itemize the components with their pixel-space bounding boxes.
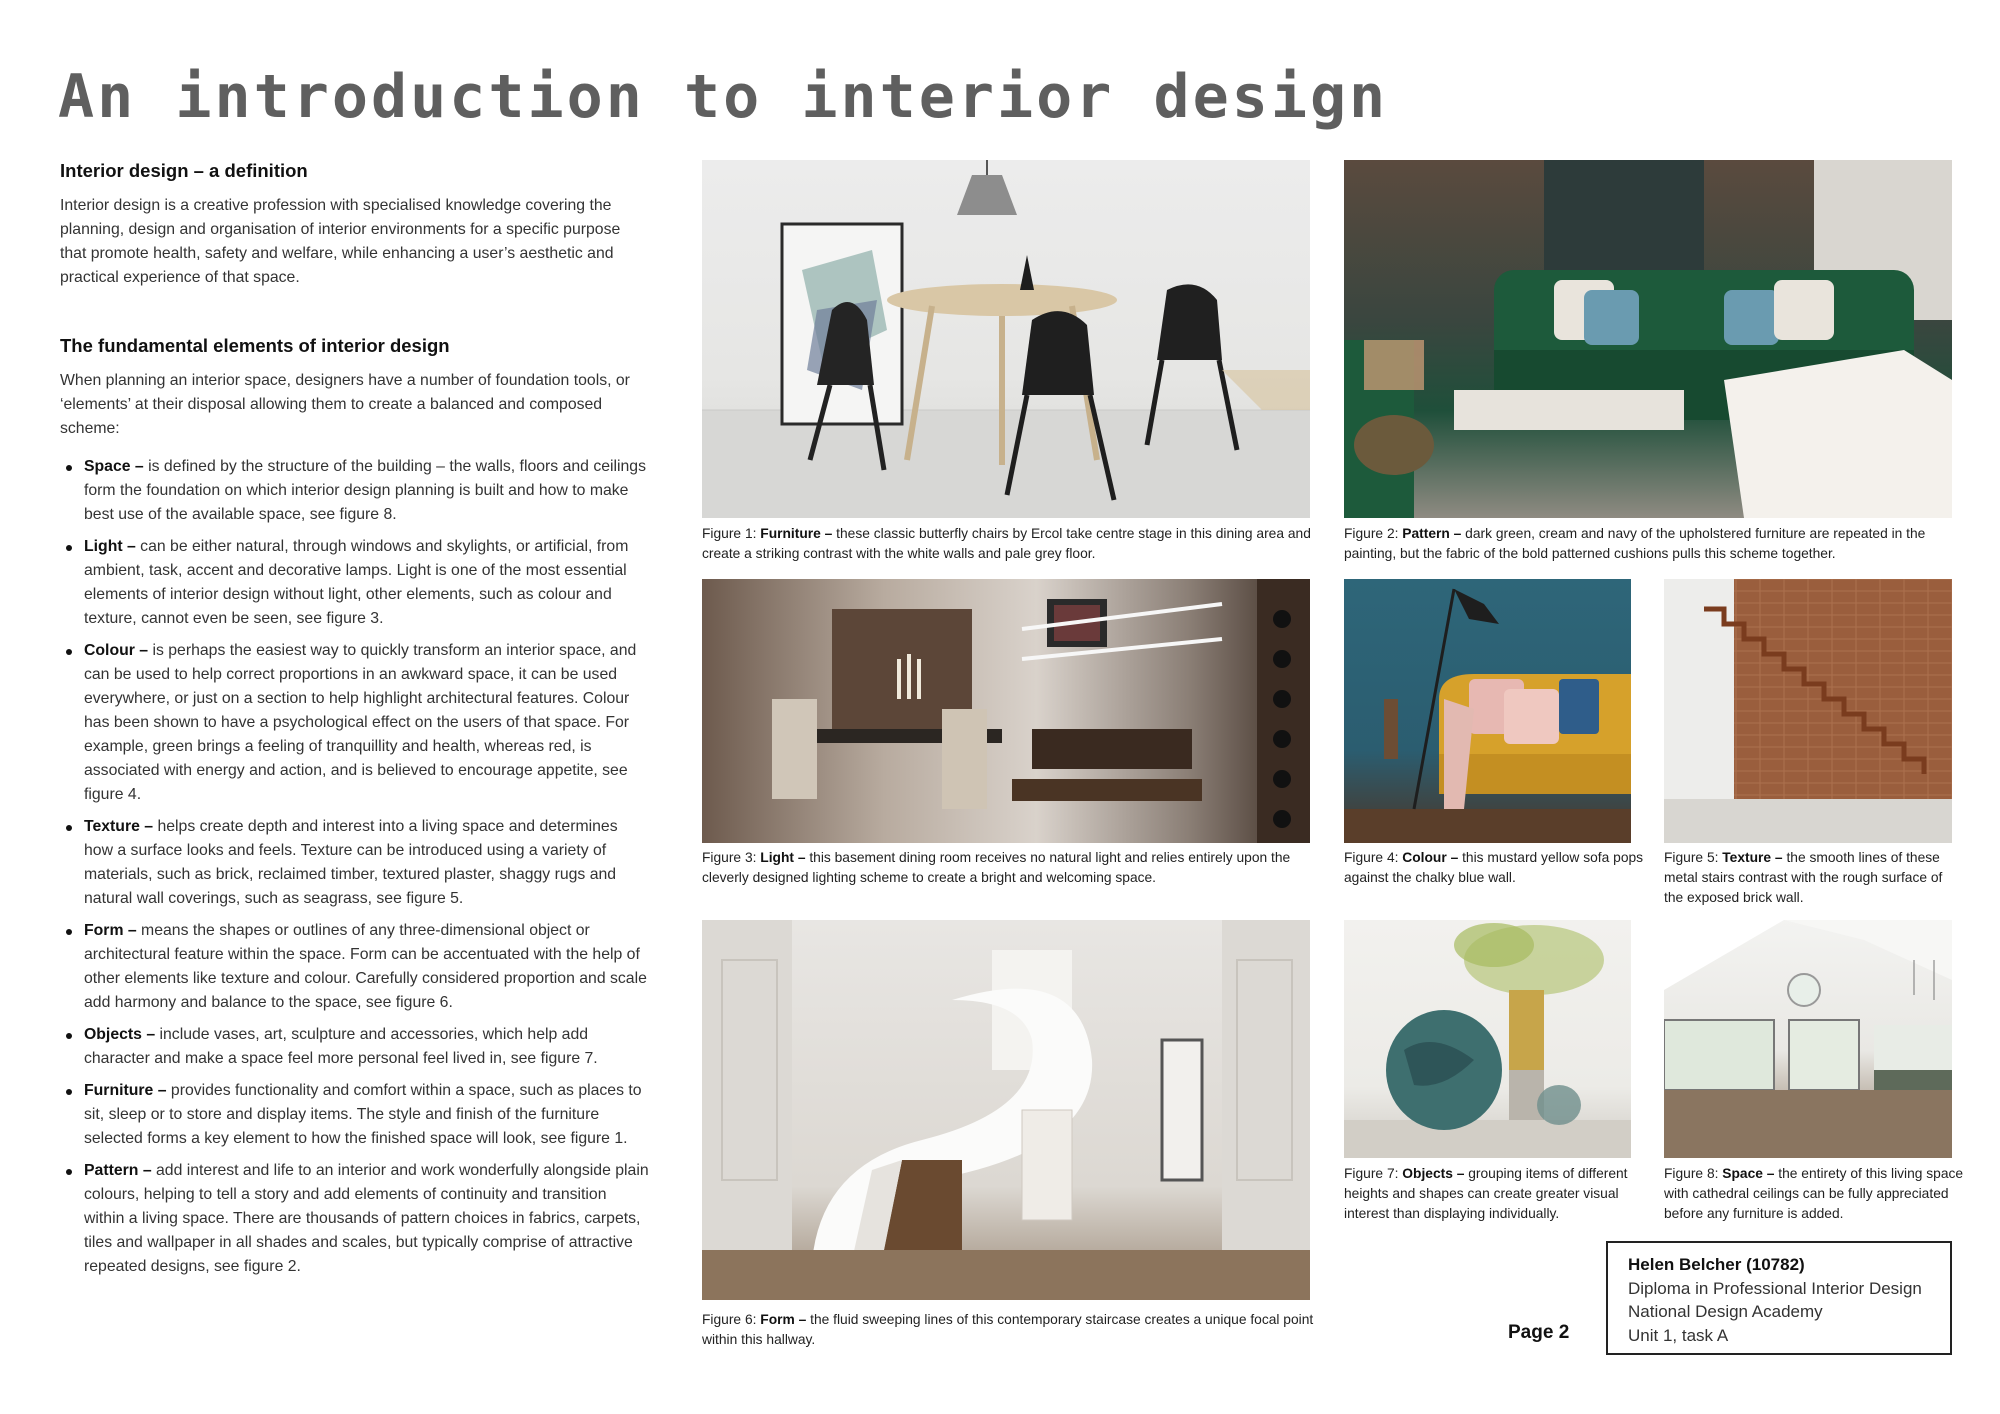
figure-text: the smooth lines of these metal stairs contrast with the rough surface of the exposed brick wall. <box>1664 850 1943 905</box>
figure-term: Furniture – <box>760 526 833 541</box>
element-text: add interest and life to an interior and work wonderfully alongside plain colours, helping to tell a story and add elements of continuity and transition within a living space. There are thousands of pattern choices in fabrics, carpets, tiles and wallpaper in all shades and scales, but typically comprise of attractive repeated designs, see figure 2. <box>84 1162 649 1275</box>
figure-2-photo <box>1344 160 1952 518</box>
bullet-icon <box>66 649 72 655</box>
element-term: Pattern – <box>84 1162 152 1179</box>
figure-2-caption <box>1344 524 1964 564</box>
element-text: helps create depth and interest into a living space and determines how a surface looks and feels. Texture can be introduced using a variety of materials, such as brick, reclaimed timber, textured plaster, shaggy rugs and natural wall coverings, such as seagrass, see figure 5. <box>84 818 618 907</box>
figure-6-caption <box>702 1310 1322 1350</box>
figure-label: Figure 4: <box>1344 850 1403 865</box>
element-furniture <box>60 1079 650 1151</box>
element-term: Furniture – <box>84 1082 167 1099</box>
element-text: is defined by the structure of the building – the walls, floors and ceilings form the foundation on which interior design planning is built and how to make best use of the available space, see figure 8. <box>84 458 646 523</box>
figure-label: Figure 7: <box>1344 1166 1403 1181</box>
figure-term: Form – <box>760 1312 807 1327</box>
figure-8-photo <box>1664 920 1952 1158</box>
figure-3-caption <box>702 848 1322 888</box>
course-name: Diploma in Professional Interior Design <box>1628 1278 1922 1298</box>
figure-text: the entirety of this living space with cathedral ceilings can be fully appreciated before any furniture is added. <box>1664 1166 1964 1221</box>
bullet-icon <box>66 825 72 831</box>
figure-text: this basement dining room receives no natural light and relies entirely upon the cleverly designed lighting scheme to create a bright and welcoming space. <box>702 850 1291 885</box>
figure-text: these classic butterfly chairs by Ercol take centre stage in this dining area and create a striking contrast with the white walls and pale grey floor. <box>702 526 1311 561</box>
element-space <box>60 455 650 527</box>
bullet-icon <box>66 1033 72 1039</box>
figure-term: Objects – <box>1402 1166 1465 1181</box>
elements-section <box>60 335 650 1279</box>
figure-6-photo <box>702 920 1310 1300</box>
page-number: Page 2 <box>1508 1322 1570 1343</box>
element-term: Form – <box>84 922 137 939</box>
figure-term: Texture – <box>1722 850 1783 865</box>
figure-text: this mustard yellow sofa pops against the chalky blue wall. <box>1344 850 1644 885</box>
element-text: include vases, art, sculpture and accessories, which help add character and make a space feel more personal feel lived in, see figure 7. <box>84 1026 598 1067</box>
element-text: means the shapes or outlines of any three-dimensional object or architectural feature within the space. Form can be accentuated with the help of other elements like texture and colour. Carefully considered proportion and scale add harmony and balance to the space, see figure 6. <box>84 922 647 1011</box>
bullet-icon <box>66 465 72 471</box>
figure-1-photo <box>702 160 1310 518</box>
text-column <box>60 160 650 1287</box>
figure-4-caption <box>1344 848 1644 888</box>
element-term: Colour – <box>84 642 149 659</box>
elements-intro: When planning an interior space, designers have a number of foundation tools, or ‘elements’ at their disposal allowing them to create a balanced and composed scheme: <box>60 372 630 437</box>
institution-name: National Design Academy <box>1628 1302 1823 1321</box>
elements-list <box>60 455 650 1279</box>
student-info-box <box>1606 1241 1952 1355</box>
definition-heading: Interior design – a definition <box>60 160 308 181</box>
bullet-icon <box>66 1169 72 1175</box>
definition-body: Interior design is a creative profession with specialised knowledge covering the planning, design and organisation of interior environments for a specific purpose that promote health, safety and welfare, while enhancing a user’s aesthetic and practical experience of that space. <box>60 197 621 286</box>
figure-label: Figure 6: <box>702 1312 761 1327</box>
figure-4-photo <box>1344 579 1631 843</box>
figure-1-caption <box>702 524 1322 564</box>
element-text: can be either natural, through windows and skylights, or artificial, from ambient, task, accent and decorative lamps. Light is one of the most essential elements of interior design without light, other elements, such as colour and texture, cannot even be seen, see figure 3. <box>84 538 629 627</box>
figure-7-photo <box>1344 920 1631 1158</box>
unit-label: Unit 1, task A <box>1628 1325 1729 1345</box>
figure-label: Figure 8: <box>1664 1166 1723 1181</box>
element-pattern <box>60 1159 650 1279</box>
figure-5-photo <box>1664 579 1952 843</box>
figure-term: Pattern – <box>1402 526 1462 541</box>
elements-heading: The fundamental elements of interior design <box>60 335 450 356</box>
bullet-icon <box>66 545 72 551</box>
figure-7-caption <box>1344 1164 1644 1224</box>
figure-label: Figure 1: <box>702 526 761 541</box>
figure-label: Figure 5: <box>1664 850 1723 865</box>
figure-label: Figure 2: <box>1344 526 1403 541</box>
bullet-icon <box>66 1089 72 1095</box>
element-term: Light – <box>84 538 136 555</box>
figure-term: Colour – <box>1402 850 1459 865</box>
element-text: is perhaps the easiest way to quickly transform an interior space, and can be used to help correct proportions in an awkward space, it can be used everywhere, or just on a section to help highlight architectural features. Colour has been shown to have a psychological effect on the users of that space. For example, green brings a feeling of tranquillity and health, whereas red, is associated with energy and action, and is believed to encourage appetite, see figure 4. <box>84 642 637 803</box>
bullet-icon <box>66 929 72 935</box>
figure-5-caption <box>1664 848 1964 908</box>
element-term: Texture – <box>84 818 154 835</box>
figure-text: grouping items of different heights and shapes can create greater visual interest than displaying individually. <box>1344 1166 1628 1221</box>
page-title: An introduction to interior design <box>58 62 1389 132</box>
element-term: Space – <box>84 458 144 475</box>
element-text: provides functionality and comfort within a space, such as places to sit, sleep or to store and display items. The style and finish of the furniture selected forms a key element to how the finished space will look, see figure 1. <box>84 1082 642 1147</box>
element-form <box>60 919 650 1015</box>
figure-text: dark green, cream and navy of the upholstered furniture are repeated in the painting, but the fabric of the bold patterned cushions pulls this scheme together. <box>1344 526 1926 561</box>
figure-8-caption <box>1664 1164 1964 1224</box>
definition-section <box>60 160 650 290</box>
element-texture <box>60 815 650 911</box>
figure-label: Figure 3: <box>702 850 761 865</box>
element-objects <box>60 1023 650 1071</box>
figure-term: Space – <box>1722 1166 1775 1181</box>
element-term: Objects – <box>84 1026 156 1043</box>
figure-term: Light – <box>760 850 806 865</box>
element-light <box>60 535 650 631</box>
element-colour <box>60 639 650 807</box>
figure-text: the fluid sweeping lines of this contemporary staircase creates a unique focal point within this hallway. <box>702 1312 1314 1347</box>
student-name: Helen Belcher (10782) <box>1628 1255 1805 1274</box>
figure-3-photo <box>702 579 1310 843</box>
